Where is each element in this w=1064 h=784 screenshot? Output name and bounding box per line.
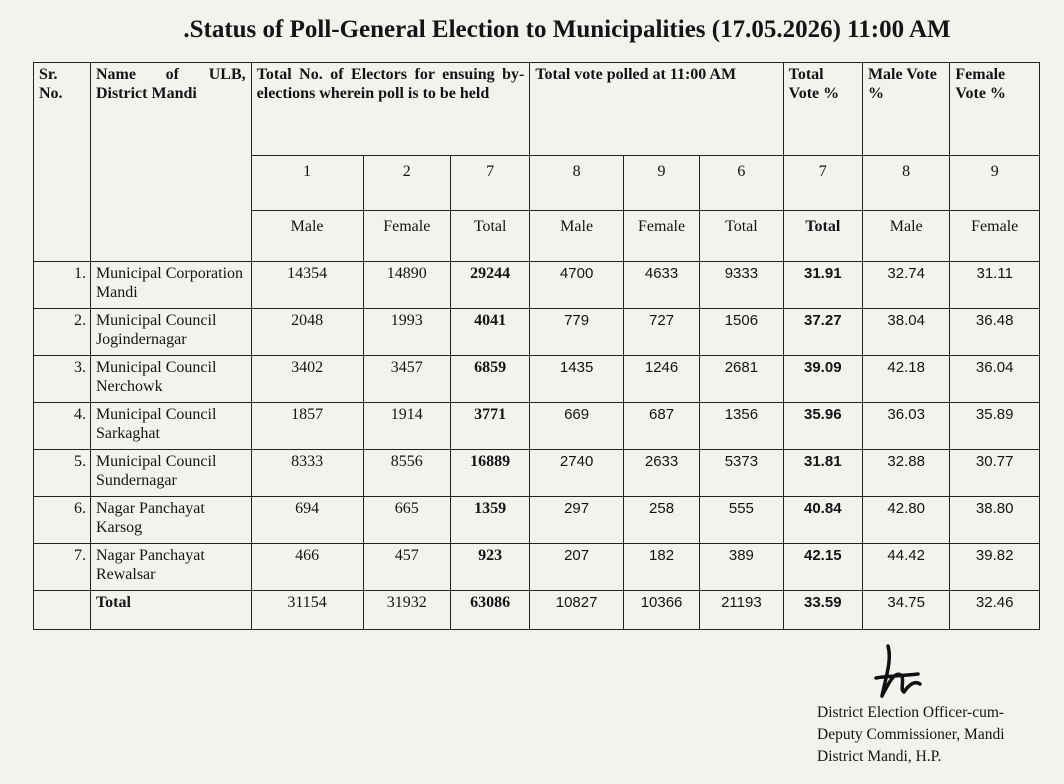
col-number: 6 [700, 156, 783, 211]
sr-no-cell: 7. [34, 544, 91, 591]
pct-total-cell: 42.15 [783, 544, 862, 591]
col-label: Female [363, 211, 450, 262]
pct-female-cell: 31.11 [950, 262, 1040, 309]
total-row [34, 591, 1040, 630]
el-male-cell: 694 [251, 497, 363, 544]
p-total-cell: 1506 [700, 309, 783, 356]
header-sr-no: Sr. No. [34, 63, 91, 262]
col-number: 8 [862, 156, 949, 211]
p-female-total-cell: 10366 [623, 591, 699, 630]
el-female-total-cell: 31932 [363, 591, 450, 630]
col-number: 8 [530, 156, 624, 211]
p-male-cell: 4700 [530, 262, 624, 309]
pct-female-cell: 36.04 [950, 356, 1040, 403]
pct-female-cell: 35.89 [950, 403, 1040, 450]
el-female-cell: 14890 [363, 262, 450, 309]
col-label: Female [623, 211, 699, 262]
p-male-cell: 207 [530, 544, 624, 591]
el-male-cell: 2048 [251, 309, 363, 356]
pct-female-cell: 39.82 [950, 544, 1040, 591]
col-label: Female [950, 211, 1040, 262]
el-female-cell: 1914 [363, 403, 450, 450]
p-female-cell: 4633 [623, 262, 699, 309]
el-male-cell: 1857 [251, 403, 363, 450]
el-total-cell: 6859 [451, 356, 530, 403]
sr-no-cell: 1. [34, 262, 91, 309]
el-male-total-cell: 31154 [251, 591, 363, 630]
page-title: .Status of Poll-General Election to Municipalities (17.05.2026) 11:00 AM [183, 16, 951, 43]
table-row [34, 450, 1040, 497]
pct-male-cell: 44.42 [862, 544, 949, 591]
pct-male-cell: 32.88 [862, 450, 949, 497]
p-male-cell: 779 [530, 309, 624, 356]
p-total-cell: 555 [700, 497, 783, 544]
header-male-vote-pct: Male Vote % [862, 63, 949, 156]
pct-male-cell: 42.80 [862, 497, 949, 544]
pct-female-cell: 38.80 [950, 497, 1040, 544]
pct-total-cell: 31.91 [783, 262, 862, 309]
el-female-cell: 8556 [363, 450, 450, 497]
col-label: Total [451, 211, 530, 262]
pct-total-cell: 37.27 [783, 309, 862, 356]
pct-total-cell: 31.81 [783, 450, 862, 497]
el-female-cell: 3457 [363, 356, 450, 403]
el-total-cell: 29244 [451, 262, 530, 309]
pct-female-cell: 36.48 [950, 309, 1040, 356]
table-row [34, 262, 1040, 309]
col-number: 2 [363, 156, 450, 211]
col-number: 9 [950, 156, 1040, 211]
header-name-ulb: Name of ULB, District Mandi [90, 63, 251, 262]
sr-no-cell: 3. [34, 356, 91, 403]
header-total-polled: Total vote polled at 11:00 AM [530, 63, 783, 156]
ulb-name-cell: Nagar Panchayat Rewalsar [90, 544, 251, 591]
el-total-cell: 4041 [451, 309, 530, 356]
pct-male-cell: 36.03 [862, 403, 949, 450]
p-total-cell: 389 [700, 544, 783, 591]
ulb-name-cell: Nagar Panchayat Karsog [90, 497, 251, 544]
p-female-cell: 1246 [623, 356, 699, 403]
el-female-cell: 665 [363, 497, 450, 544]
p-total-cell: 2681 [700, 356, 783, 403]
col-number: 1 [251, 156, 363, 211]
ulb-name-cell: Municipal Council Sundernagar [90, 450, 251, 497]
el-male-cell: 466 [251, 544, 363, 591]
col-label: Total [783, 211, 862, 262]
header-female-vote-pct: Female Vote % [950, 63, 1040, 156]
el-male-cell: 3402 [251, 356, 363, 403]
el-female-cell: 1993 [363, 309, 450, 356]
p-male-cell: 1435 [530, 356, 624, 403]
p-female-cell: 687 [623, 403, 699, 450]
sr-no-cell: 5. [34, 450, 91, 497]
col-label: Male [530, 211, 624, 262]
p-total-total-cell: 21193 [700, 591, 783, 630]
p-female-cell: 2633 [623, 450, 699, 497]
p-female-cell: 258 [623, 497, 699, 544]
poll-status-table [33, 62, 1040, 630]
p-female-cell: 182 [623, 544, 699, 591]
ulb-name-cell: Municipal Corporation Mandi [90, 262, 251, 309]
sr-no-cell: 2. [34, 309, 91, 356]
ulb-name-cell: Municipal Council Jogindernagar [90, 309, 251, 356]
pct-male-total-cell: 34.75 [862, 591, 949, 630]
pct-total-cell: 35.96 [783, 403, 862, 450]
total-label-cell: Total [90, 591, 251, 630]
col-label: Male [251, 211, 363, 262]
signature-line: District Election Officer-cum- [817, 704, 1005, 721]
p-total-cell: 1356 [700, 403, 783, 450]
col-number: 9 [623, 156, 699, 211]
signature-line: District Mandi, H.P. [817, 748, 942, 765]
col-number: 7 [783, 156, 862, 211]
col-label: Total [700, 211, 783, 262]
p-male-cell: 297 [530, 497, 624, 544]
ulb-name-cell: Municipal Council Nerchowk [90, 356, 251, 403]
col-number: 7 [451, 156, 530, 211]
table-row [34, 497, 1040, 544]
p-total-cell: 9333 [700, 262, 783, 309]
pct-total-total-cell: 33.59 [783, 591, 862, 630]
p-total-cell: 5373 [700, 450, 783, 497]
signature-line: Deputy Commissioner, Mandi [817, 726, 1005, 743]
el-total-cell: 923 [451, 544, 530, 591]
el-total-cell: 1359 [451, 497, 530, 544]
p-male-cell: 669 [530, 403, 624, 450]
el-total-total-cell: 63086 [451, 591, 530, 630]
pct-total-cell: 39.09 [783, 356, 862, 403]
sr-no-cell: 4. [34, 403, 91, 450]
signature-mark [870, 640, 940, 704]
el-male-cell: 8333 [251, 450, 363, 497]
total-blank-cell [34, 591, 91, 630]
p-male-cell: 2740 [530, 450, 624, 497]
el-total-cell: 16889 [451, 450, 530, 497]
ulb-name-cell: Municipal Council Sarkaghat [90, 403, 251, 450]
header-total-electors: Total No. of Electors for ensuing by-elections wherein poll is to be held [251, 63, 530, 156]
col-label: Male [862, 211, 949, 262]
table-row [34, 403, 1040, 450]
sr-no-cell: 6. [34, 497, 91, 544]
pct-male-cell: 42.18 [862, 356, 949, 403]
signature-block [817, 702, 1005, 768]
el-total-cell: 3771 [451, 403, 530, 450]
pct-male-cell: 38.04 [862, 309, 949, 356]
pct-male-cell: 32.74 [862, 262, 949, 309]
p-female-cell: 727 [623, 309, 699, 356]
pct-female-cell: 30.77 [950, 450, 1040, 497]
p-male-total-cell: 10827 [530, 591, 624, 630]
el-female-cell: 457 [363, 544, 450, 591]
pct-female-total-cell: 32.46 [950, 591, 1040, 630]
pct-total-cell: 40.84 [783, 497, 862, 544]
el-male-cell: 14354 [251, 262, 363, 309]
table-row [34, 356, 1040, 403]
table-row [34, 544, 1040, 591]
header-total-vote-pct: Total Vote % [783, 63, 862, 156]
table-row [34, 309, 1040, 356]
